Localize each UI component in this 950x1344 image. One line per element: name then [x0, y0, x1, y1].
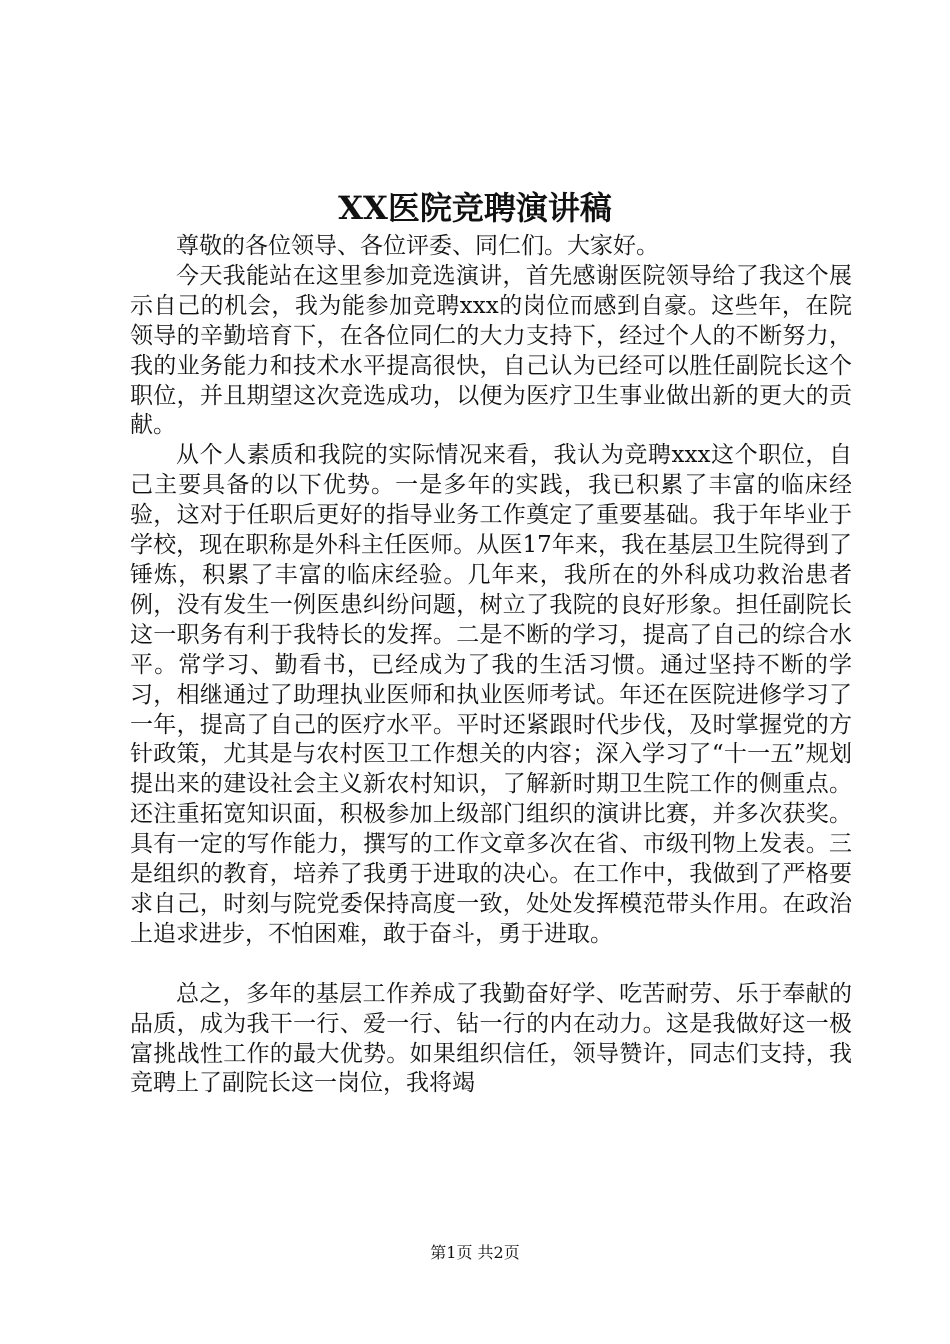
page-footer: 第1页 共2页 — [430, 1243, 520, 1262]
body-paragraph-summary: 总之，多年的基层工作养成了我勤奋好学、吃苦耐劳、乐于奉献的品质，成为我干一行、爱一行、钻一行的内在动力。这是我做好这一极富挑战性工作的最大优势。如果组织信任，领导赞许，同志们支持，我竞聘上了副院长这一岗位，我将竭 — [130, 980, 852, 1097]
paragraph-spacer — [130, 950, 852, 980]
document-body — [130, 232, 852, 1099]
body-paragraph-intro: 今天我能站在这里参加竞选演讲，首先感谢医院领导给了我这个展示自己的机会，我为能参加竞聘xxx的岗位而感到自豪。这些年，在院领导的辛勤培育下，在各位同仁的大力支持下，经过个人的不断努力，我的业务能力和技术水平提高很快，自己认为已经可以胜任副院长这个职位，并且期望这次竞选成功，以便为医疗卫生事业做出新的更大的贡献。 — [130, 262, 852, 439]
document-title: XX医院竞聘演讲稿 — [338, 189, 612, 227]
body-paragraph-strengths: 从个人素质和我院的实际情况来看，我认为竞聘xxx这个职位，自己主要具备的以下优势。一是多年的实践，我已积累了丰富的临床经验，这对于任职后更好的指导业务工作奠定了重要基础。我于年毕业于学校，现在职称是外科主任医师。从医17年来，我在基层卫生院得到了锤炼，积累了丰富的临床经验。几年来，我所在的外科成功救治患者例，没有发生一例医患纠纷问题，树立了我院的良好形象。担任副院长这一职务有利于我特长的发挥。二是不断的学习，提高了自己的综合水平。常学习、勤看书，已经成为了我的生活习惯。通过坚持不断的学习，相继通过了助理执业医师和执业医师考试。年还在医院进修学习了一年，提高了自己的医疗水平。平时还紧跟时代步伐，及时掌握党的方针政策，尤其是与农村医卫工作想关的内容；深入学习了“十一五”规划提出来的建设社会主义新农村知识，了解新时期卫生院工作的侧重点。还注重拓宽知识面，积极参加上级部门组织的演讲比赛，并多次获奖。具有一定的写作能力，撰写的工作文章多次在省、市级刊物上发表。三是组织的教育，培养了我勇于进取的决心。在工作中，我做到了严格要求自己，时刻与院党委保持高度一致，处处发挥模范带头作用。在政治上追求进步，不怕困难，敢于奋斗，勇于进取。 — [130, 442, 852, 947]
greeting-paragraph: 尊敬的各位领导、各位评委、同仁们。大家好。 — [176, 233, 659, 259]
